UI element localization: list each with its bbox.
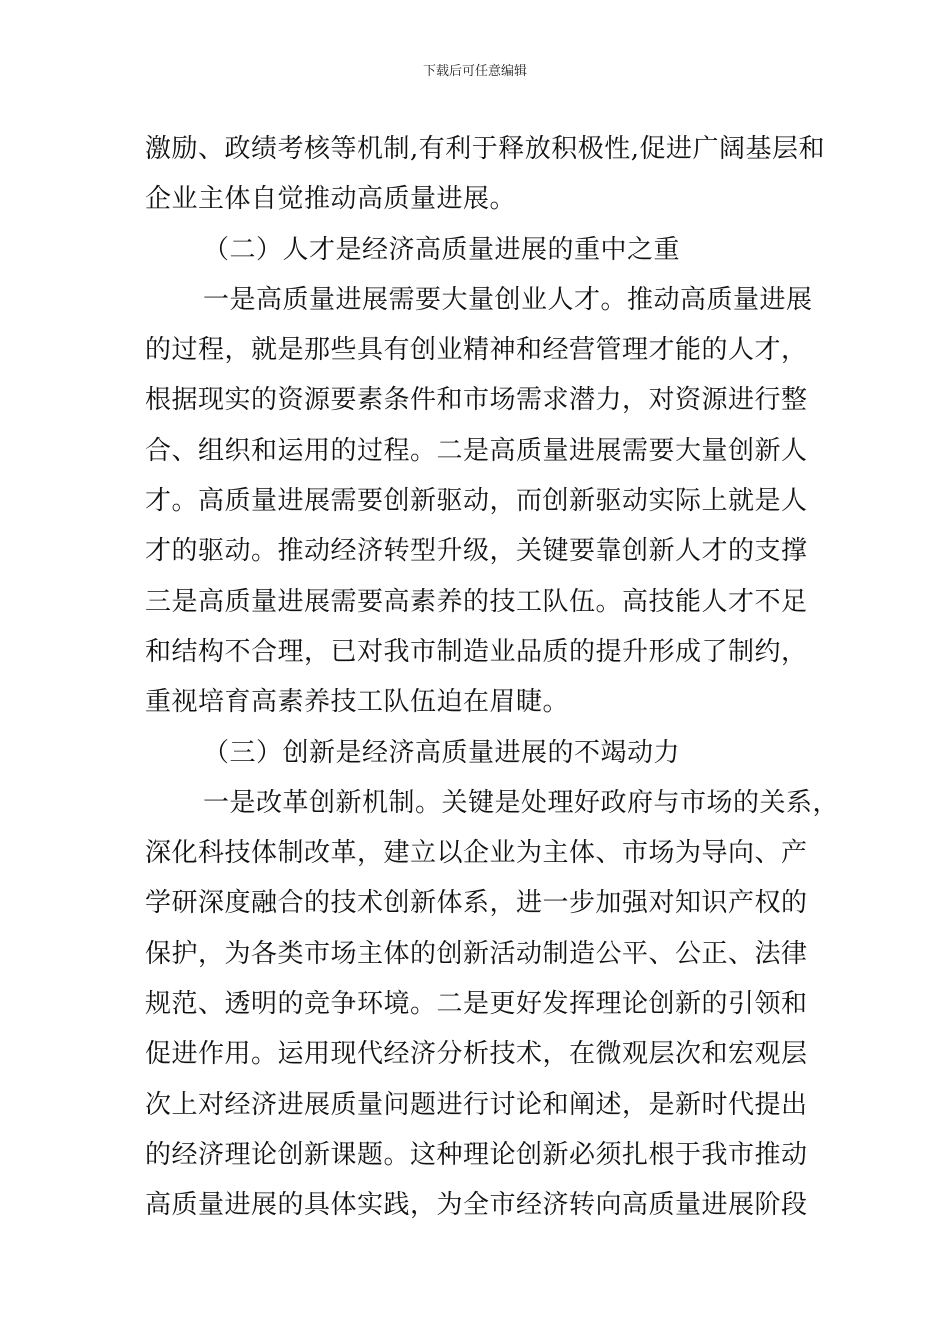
body-line: 深化科技体制改革，建立以企业为主体、市场为导向、产 [145,838,808,869]
body-line: 才的驱动。推动经济转型升级，关键要靠创新人才的支撑 [145,536,808,567]
body-line: 促进作用。运用现代经济分析技术，在微观层次和宏观层 [145,1039,808,1070]
document-body [145,124,840,1231]
body-line: 的过程，就是那些具有创业精神和经营管理才能的人才， [145,335,808,366]
body-line: 保护，为各类市场主体的创新活动制造公平、公正、法律 [145,938,808,969]
body-line: 一是改革创新机制。关键是处理好政府与市场的关系， [203,787,840,818]
body-line: 次上对经济进展质量问题进行讨论和阐述，是新时代提出 [145,1089,808,1120]
body-line: 才。高质量进展需要创新驱动，而创新驱动实际上就是人 [145,486,808,517]
body-line: 三是高质量进展需要高素养的技工队伍。高技能人才不足 [145,586,808,617]
page-header: 下载后可任意编辑 [422,64,527,79]
body-line: 和结构不合理，已对我市制造业品质的提升形成了制约， [145,636,808,667]
body-line: 激励、政绩考核等机制,有利于释放积极性,促进广阔基层和 [145,134,826,164]
body-line: 的经济理论创新课题。这种理论创新必须扎根于我市推动 [145,1139,808,1170]
body-line: 重视培育高素养技工队伍迫在眉睫。 [145,687,570,718]
section-heading: （三）创新是经济高质量进展的不竭动力 [203,737,681,768]
body-line: 根据现实的资源要素条件和市场需求潜力，对资源进行整 [145,385,808,416]
body-line: 高质量进展的具体实践，为全市经济转向高质量进展阶段 [145,1190,808,1221]
section-heading: （二）人才是经济高质量进展的重中之重 [203,234,681,265]
body-line: 合、组织和运用的过程。二是高质量进展需要大量创新人 [145,435,808,466]
body-line: 规范、透明的竞争环境。二是更好发挥理论创新的引领和 [145,989,808,1020]
body-line: 一是高质量进展需要大量创业人才。推动高质量进展 [203,284,813,315]
body-line: 企业主体自觉推动高质量进展。 [145,184,517,215]
body-line: 学研深度融合的技术创新体系，进一步加强对知识产权的 [145,888,808,919]
